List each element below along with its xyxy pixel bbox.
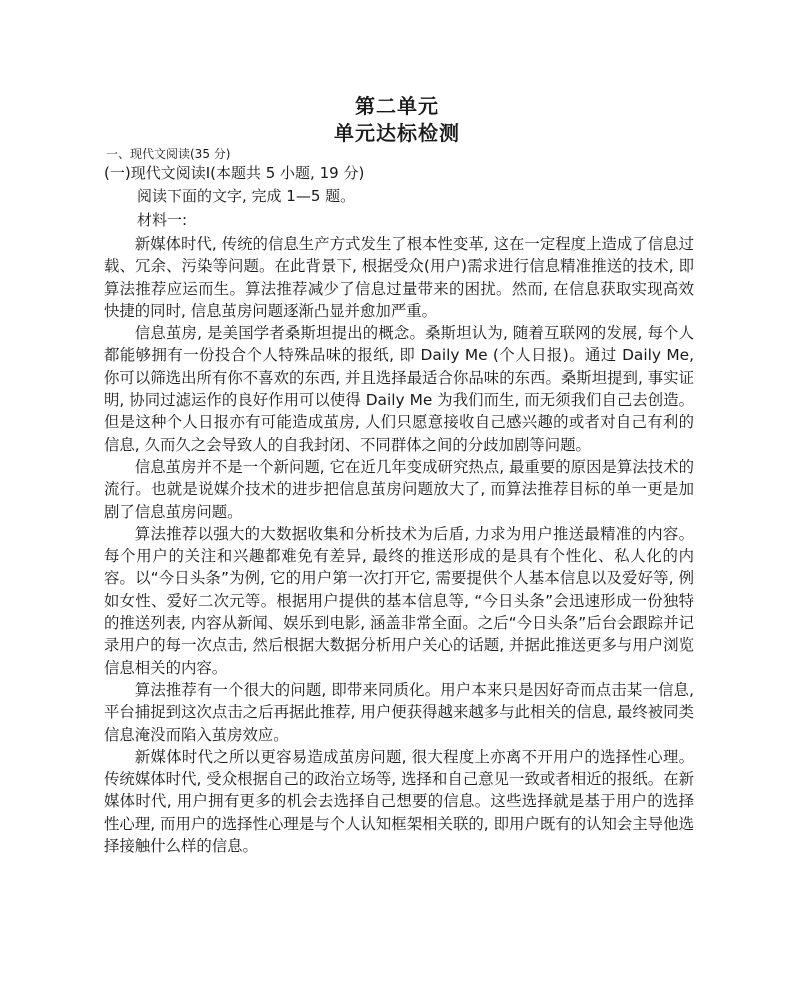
paragraph: 新媒体时代, 传统的信息生产方式发生了根本性变革, 这在一定程度上造成了信息过载、冗余、污染等问题。在此背景下, 根据受众(用户)需求进行信息精准推送的技术, 即算法推荐应运而生。算法推荐减少了信息过量带来的困扰。然而, 在信息获取实现高效快捷的同时, 信息茧房问题逐渐凸显并愈加严重。: [104, 235, 694, 320]
test-title: 单元达标检测: [334, 121, 460, 145]
instruction-text: 阅读下面的文字, 完成 1—5 题。: [137, 187, 356, 205]
section-heading: 一、现代文阅读(35 分): [106, 147, 231, 161]
unit-title: 第二单元: [355, 94, 439, 118]
paragraph: 新媒体时代之所以更容易造成茧房问题, 很大程度上亦离不开用户的选择性心理。传统媒体时代, 受众根据自己的政治立场等, 选择和自己意见一致或者相近的报纸。在新媒体时代, 用户拥有更多的机会去选择自己想要的信息。这些选择就是基于用户的选择性心理, 而用户的选择性心理是与个人认知框架相关联的, 即用户既有的认知会主导他选择接触什么样的信息。: [104, 747, 694, 856]
paragraph: 信息茧房, 是美国学者桑斯坦提出的概念。桑斯坦认为, 随着互联网的发展, 每个人都能够拥有一份投合个人特殊品味的报纸, 即 Daily Me (个人日报)。通过 Daily Me, 你可以筛选出所有你不喜欢的东西, 并且选择最适合你品味的东西。桑斯坦提到, 事实证明, 协同过滤运作的良好作用可以使得 Daily Me 为我们而生, 而无须我们自己去创造。但是这种个人日报亦有可能造成茧房, 人们只愿意接收自己感兴趣的或者对自己有利的信息, 久而久之会导致人的自我封闭、不同群体之间的分歧加剧等问题。: [104, 324, 694, 454]
paragraph: 算法推荐以强大的大数据收集和分析技术为后盾, 力求为用户推送最精准的内容。每个用户的关注和兴趣都难免有差异, 最终的推送形成的是具有个性化、私人化的内容。以“今日头条”为例, 它的用户第一次打开它, 需要提供个人基本信息以及爱好等, 例如女性、爱好二次元等。根据用户提供的基本信息等, “今日头条”会迅速形成一份独特的推送列表, 内容从新闻、娱乐到电影, 涵盖非常全面。之后“今日头条”后台会跟踪并记录用户的每一次点击, 然后根据大数据分析用户关心的话题, 并据此推送更多与用户浏览信息相关的内容。: [104, 524, 694, 677]
paragraph: 信息茧房并不是一个新问题, 它在近几年变成研究热点, 最重要的原因是算法技术的流行。也就是说媒介技术的进步把信息茧房问题放大了, 而算法推荐目标的单一更是加剧了信息茧房问题。: [104, 457, 694, 521]
material-label: 材料一:: [137, 211, 188, 229]
subsection-heading: (一)现代文阅读Ⅰ(本题共 5 小题, 19 分): [104, 164, 365, 182]
reading-passage: [104, 233, 694, 857]
paragraph: 算法推荐有一个很大的问题, 即带来同质化。用户本来只是因好奇而点击某一信息, 平台捕捉到这次点击之后再据此推荐, 用户便获得越来越多与此相关的信息, 最终被同类信息淹没而陷入茧房效应。: [104, 680, 694, 744]
